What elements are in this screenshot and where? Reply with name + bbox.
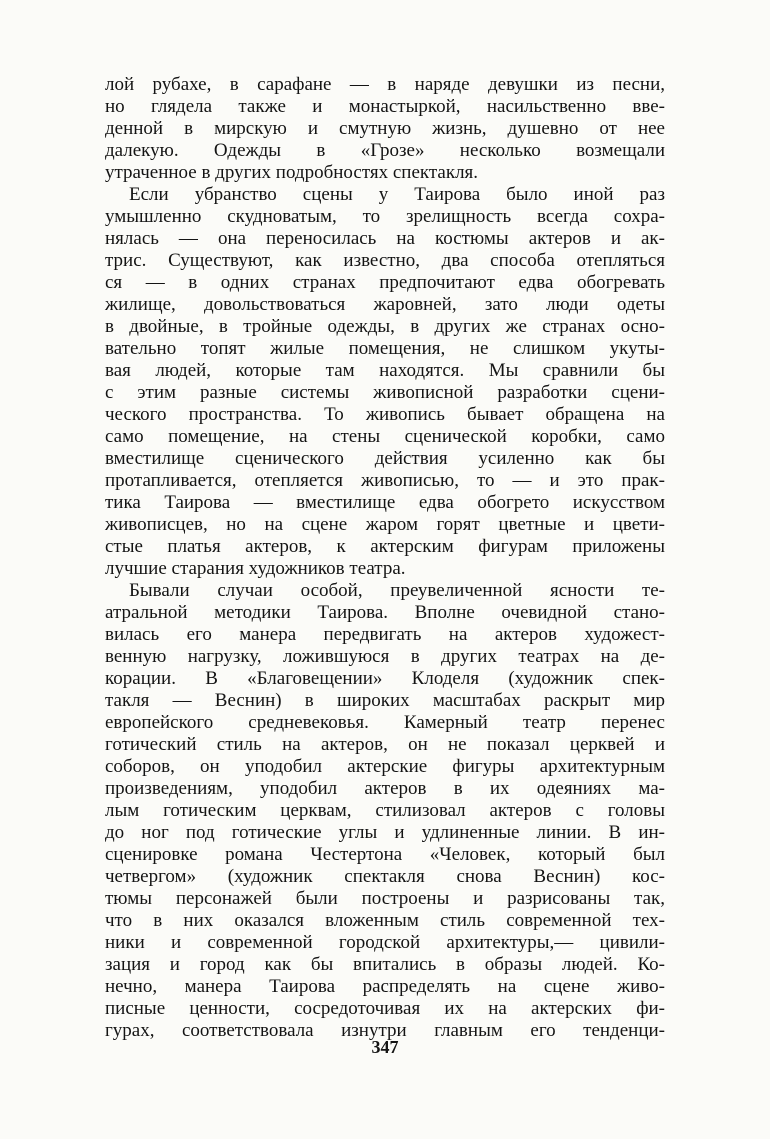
text-line: готический стиль на актеров, он не показал церквей и — [105, 734, 665, 755]
text-line: писные ценности, сосредоточивая их на актерских фи- — [105, 998, 665, 1019]
text-line: произведениям, уподобил актеров в их одеяниях ма- — [105, 778, 665, 799]
text-line: вательно топят жилые помещения, не слишком укуты- — [105, 338, 665, 359]
text-line: лой рубахе, в сарафане — в наряде девушки из песни, — [105, 74, 665, 95]
text-line: европейского средневековья. Камерный театр перенес — [105, 712, 665, 733]
text-line: ники и современной городской архитектуры,— цивили- — [105, 932, 665, 953]
text-line: нялась — она переносилась на костюмы актеров и ак- — [105, 228, 665, 249]
text-line: нечно, манера Таирова распределять на сцене живо- — [105, 976, 665, 997]
text-line: сценировке романа Честертона «Человек, который был — [105, 844, 665, 865]
text-line: жилище, довольствоваться жаровней, зато люди одеты — [105, 294, 665, 315]
text-line: протапливается, отепляется живописью, то — и это прак- — [105, 470, 665, 491]
text-line: ся — в одних странах предпочитают едва обогревать — [105, 272, 665, 293]
text-line: соборов, он уподобил актерские фигуры архитектурным — [105, 756, 665, 777]
text-line: гурах, соответствовала изнутри главным его тенденци- — [105, 1020, 665, 1041]
text-line: до ног под готические углы и удлиненные линии. В ин- — [105, 822, 665, 843]
text-line: денной в мирскую и смутную жизнь, душевно от нее — [105, 118, 665, 139]
text-line: далекую. Одежды в «Грозе» несколько возмещали — [105, 140, 665, 161]
text-line: тюмы персонажей были построены и разрисованы так, — [105, 888, 665, 909]
text-line: Бывали случаи особой, преувеличенной ясности те- — [129, 580, 665, 601]
text-line: вая людей, которые там находятся. Мы сравнили бы — [105, 360, 665, 381]
text-line: такля — Веснин) в широких масштабах раскрыт мир — [105, 690, 665, 711]
text-line: лучшие старания художников театра. — [105, 558, 406, 579]
page-number: 347 — [371, 1037, 399, 1057]
text-line: трис. Существуют, как известно, два способа отепляться — [105, 250, 665, 271]
text-line: само помещение, на стены сценической коробки, само — [105, 426, 665, 447]
body-text — [105, 74, 665, 1042]
text-line: стые платья актеров, к актерским фигурам приложены — [105, 536, 665, 557]
text-line: что в них оказался вложенным стиль современной тех- — [105, 910, 665, 931]
text-line: атральной методики Таирова. Вполне очевидной стано- — [105, 602, 665, 623]
text-line: утраченное в других подробностях спектакля. — [105, 162, 479, 183]
text-line: вилась его манера передвигать на актеров художест- — [105, 624, 665, 645]
text-line: зация и город как бы впитались в образы людей. Ко- — [105, 954, 665, 975]
text-line: но глядела также и монастыркой, насильственно вве- — [105, 96, 665, 117]
text-line: венную нагрузку, ложившуюся в других театрах на де- — [105, 646, 665, 667]
text-line: вместилище сценического действия усиленно как бы — [105, 448, 665, 469]
text-line: с этим разные системы живописной разработки сцени- — [105, 382, 665, 403]
text-line: в двойные, в тройные одежды, в других же странах осно- — [105, 316, 665, 337]
text-line: лым готическим церквам, стилизовал актеров с головы — [105, 800, 665, 821]
text-line: четвергом» (художник спектакля снова Веснин) кос- — [105, 866, 665, 887]
text-line: ческого пространства. То живопись бывает обращена на — [105, 404, 665, 425]
text-line: корации. В «Благовещении» Клоделя (художник спек- — [105, 668, 665, 689]
text-line: Если убранство сцены у Таирова было иной раз — [129, 184, 665, 205]
text-line: умышленно скудноватым, то зрелищность всегда сохра- — [105, 206, 665, 227]
text-line: живописцев, но на сцене жаром горят цветные и цвети- — [105, 514, 665, 535]
text-line: тика Таирова — вместилище едва обогрето искусством — [105, 492, 665, 513]
